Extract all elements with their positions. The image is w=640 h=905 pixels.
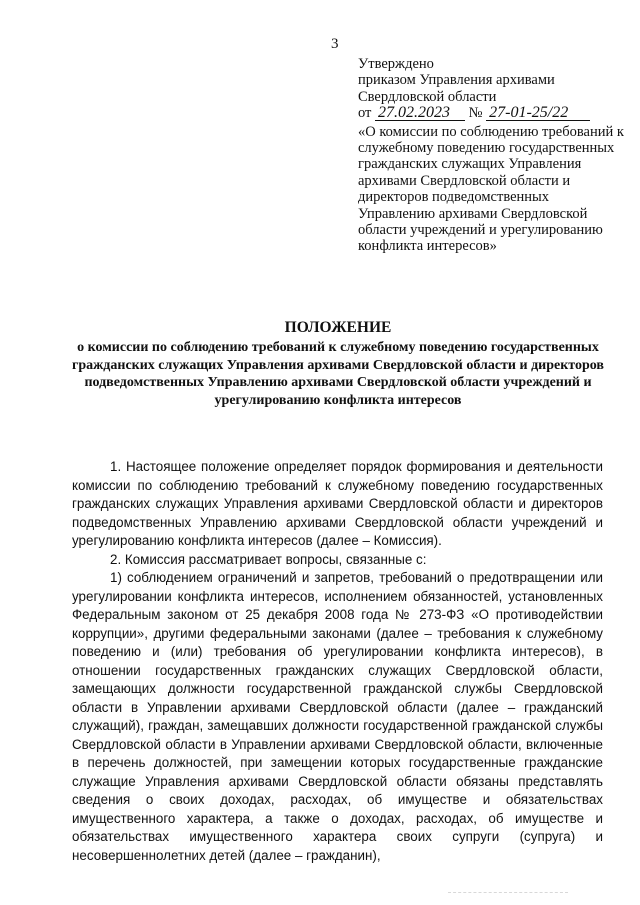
approval-title: Утверждено (358, 56, 434, 72)
page-bottom-divider (448, 892, 568, 893)
paragraph-1: 1. Настоящее положение определяет порядок формирования и деятельности комиссии по соблюдению требований к служебному поведению государственных гражданских служащих Управления архивами Свердловской области и директоров подведомственных Управлению архивами Свердловской области учреждений и урегулированию конфликта интересов (далее – Комиссия). (72, 459, 603, 548)
document-title-block (60, 319, 616, 409)
document-heading: ПОЛОЖЕНИЕ (284, 319, 392, 336)
document-body (72, 458, 603, 865)
approval-block (358, 56, 628, 255)
approval-from-label: от (358, 105, 372, 122)
document-subtitle: о комиссии по соблюдению требований к служебному поведению государственных гражданских служащих Управления архивами Свердловской области и директоров подведомственных Управлению архивами Свердловской области учреждений и урегулированию конфликта интересов (72, 340, 604, 408)
approval-number: 27-01-25/22 (486, 105, 590, 121)
approval-number-label: № (468, 105, 483, 122)
approval-order-line: приказом Управления архивами (358, 72, 555, 89)
approval-date: 27.02.2023 (375, 105, 465, 121)
approval-order-name: «О комиссии по соблюдению требований к служебному поведению государственных гражданских служащих Управления архивами Свердловской области и директоров подведомственных Управлению архивами Свердловской области учреждений и урегулированию конфликта интересов» (358, 123, 624, 255)
page-number: 3 (331, 36, 339, 52)
paragraph-2-item-1: 1) соблюдением ограничений и запретов, требований о предотвращении или урегулировании конфликта интересов, исполнением обязанностей, установленных Федеральным законом от 25 декабря 2008 года № 273-ФЗ «О противодействии коррупции», другими федеральными законами (далее – требования к служебному поведению и (или) требования об урегулировании конфликта интересов), в отношении государственных гражданских служащих Свердловской области, замещающих должности государственной гражданской службы Свердловской области в Управлении архивами Свердловской области (далее – гражданский служащий), граждан, замещавших должности государственной гражданской службы Свердловской области в Управлении архивами Свердловской области, включенные в перечень должностей, при замещении которых государственные гражданские служащие Управления архивами Свердловской области обязаны представлять сведения о своих доходах, расходах, об имуществе и обязательствах имущественного характера, а также о доходах, расходах, об имуществе и обязательствах имущественного характера своих супруги (супруга) и несовершеннолетних детей (далее – гражданин), (72, 570, 603, 863)
paragraph-2: 2. Комиссия рассматривает вопросы, связанные с: (110, 551, 427, 567)
approval-date-number-line (358, 105, 628, 121)
approval-region-line: Свердловской области (358, 88, 497, 105)
